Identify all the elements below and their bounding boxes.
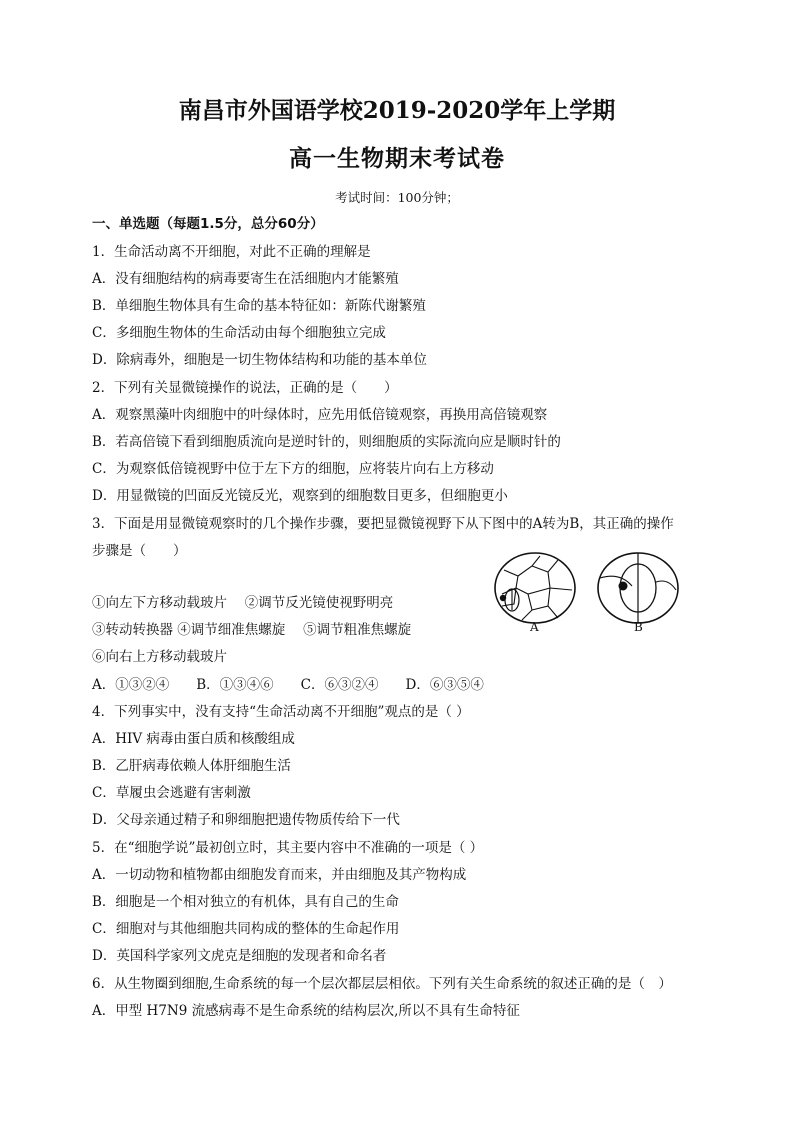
question-6-stem: 6．从生物圈到细胞,生命系统的每一个层次都层层相依。下列有关生命系统的叙述正确的是（ ） (92, 976, 672, 992)
question-1-option-c: C．多细胞生物体的生命活动由每个细胞独立完成 (92, 325, 386, 341)
question-3-stem-line-1: 3．下面是用显微镜观察时的几个操作步骤，要把显微镜视野下从下图中的A转为B，其正确的操作 (92, 516, 674, 532)
question-3-options: A．①③②④ B．①③④⑥ C．⑥③②④ D．⑥③⑤④ (92, 677, 484, 693)
question-2-option-a: A．观察黑藻叶肉细胞中的叶绿体时，应先用低倍镜观察，再换用高倍镜观察 (92, 407, 548, 423)
question-5-option-d: D．英国科学家列文虎克是细胞的发现者和命名者 (92, 948, 387, 964)
question-3-stem-line-2: 步骤是（ ） (92, 543, 187, 559)
question-1-option-a: A．没有细胞结构的病毒要寄生在活细胞内才能繁殖 (92, 271, 399, 287)
question-4-option-d: D．父母亲通过精子和卵细胞把遗传物质传给下一代 (92, 812, 400, 828)
question-3-steps-line-2: ③转动转换器 ④调节细准焦螺旋 ⑤调节粗准焦螺旋 (92, 622, 412, 638)
question-4-stem: 4．下列事实中，没有支持“生命活动离不开细胞”观点的是（ ） (92, 704, 470, 720)
question-5-stem: 5．在“细胞学说”最初创立时，其主要内容中不准确的一项是（ ） (92, 840, 484, 856)
exam-title: 高一生物期末考试卷 (289, 145, 505, 172)
question-1-stem: 1．生命活动离不开细胞，对此不正确的理解是 (92, 244, 371, 260)
question-5-option-c: C．细胞对与其他细胞共同构成的整体的生命起作用 (92, 921, 400, 937)
question-5-option-a: A．一切动物和植物都由细胞发育而来，并由细胞及其产物构成 (92, 867, 467, 883)
field-a-diagram (495, 553, 575, 623)
question-3-steps-line-3: ⑥向右上方移动载玻片 (92, 649, 227, 665)
exam-time: 考试时间：100分钟； (335, 190, 459, 205)
question-4-option-c: C．草履虫会逃避有害刺激 (92, 785, 251, 801)
question-2-option-d: D．用显微镜的凹面反光镜反光，观察到的细胞数目更多，但细胞更小 (92, 488, 508, 504)
question-1-option-d: D．除病毒外，细胞是一切生物体结构和功能的基本单位 (92, 352, 427, 368)
question-3-steps-line-1: ①向左下方移动载玻片 ②调节反光镜使视野明亮 (92, 595, 394, 611)
question-5-option-b: B．细胞是一个相对独立的有机体，具有自己的生命 (92, 894, 399, 910)
question-1-option-b: B．单细胞生物体具有生命的基本特征如：新陈代谢繁殖 (92, 298, 426, 314)
question-4-option-b: B．乙肝病毒依赖人体肝细胞生活 (92, 758, 291, 774)
school-title: 南昌市外国语学校2019-2020学年上学期 (178, 97, 616, 124)
question-2-option-c: C．为观察低倍镜视野中位于左下方的细胞，应将装片向右上方移动 (92, 461, 494, 477)
question-4-option-a: A．HIV 病毒由蛋白质和核酸组成 (92, 731, 295, 747)
question-2-stem: 2．下列有关显微镜操作的说法，正确的是（ ） (92, 380, 398, 396)
section-heading: 一、单选题（每题1.5分，总分60分） (92, 216, 324, 232)
question-6-option-a: A．甲型 H7N9 流感病毒不是生命系统的结构层次,所以不具有生命特征 (92, 1003, 520, 1019)
field-b-diagram (598, 553, 678, 623)
microscope-field-figure (492, 548, 692, 640)
figure-label-a: A (530, 620, 539, 634)
question-2-option-b: B．若高倍镜下看到细胞质流向是逆时针的，则细胞质的实际流向应是顺时针的 (92, 434, 561, 450)
figure-label-b: B (634, 620, 643, 634)
